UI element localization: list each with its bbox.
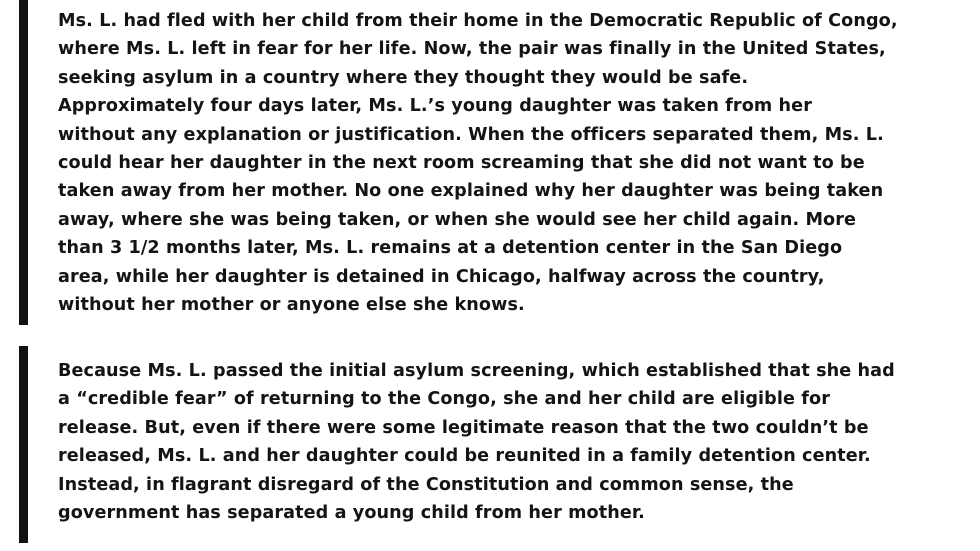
blockquote-2 bbox=[19, 346, 895, 543]
text-line: taken away from her mother. No one explained why her daughter was being taken bbox=[58, 181, 884, 202]
text-line: away, where she was being taken, or when she would see her child again. More bbox=[58, 209, 857, 230]
text-line: a “credible fear” of returning to the Congo, she and her child are eligible for bbox=[58, 389, 830, 410]
text-line: release. But, even if there were some legitimate reason that the two couldn’t be bbox=[58, 417, 869, 438]
blockquote-1 bbox=[19, 0, 898, 325]
text-line: Because Ms. L. passed the initial asylum screening, which established that she had bbox=[58, 361, 895, 381]
quote-paragraph-1 bbox=[58, 7, 898, 319]
quote-paragraph-2 bbox=[58, 357, 895, 527]
text-line: without her mother or anyone else she knows. bbox=[58, 295, 525, 316]
text-line: government has separated a young child from her mother. bbox=[58, 503, 645, 524]
text-line: area, while her daughter is detained in Chicago, halfway across the country, bbox=[58, 266, 825, 287]
text-line: could hear her daughter in the next room screaming that she did not want to be bbox=[58, 153, 865, 174]
text-line: Approximately four days later, Ms. L.’s young daughter was taken from her bbox=[58, 96, 812, 117]
text-line: seeking asylum in a country where they thought they would be safe. bbox=[58, 67, 749, 88]
text-line: without any explanation or justification. When the officers separated them, Ms. L. bbox=[58, 124, 884, 145]
text-line: than 3 1/2 months later, Ms. L. remains at a detention center in the San Diego bbox=[58, 238, 843, 259]
text-line: where Ms. L. left in fear for her life. Now, the pair was finally in the United States, bbox=[58, 39, 886, 60]
text-line: Instead, in flagrant disregard of the Constitution and common sense, the bbox=[58, 474, 794, 495]
text-line: released, Ms. L. and her daughter could be reunited in a family detention center. bbox=[58, 446, 871, 467]
text-line: Ms. L. had fled with her child from their home in the Democratic Republic of Congo, bbox=[58, 11, 898, 31]
